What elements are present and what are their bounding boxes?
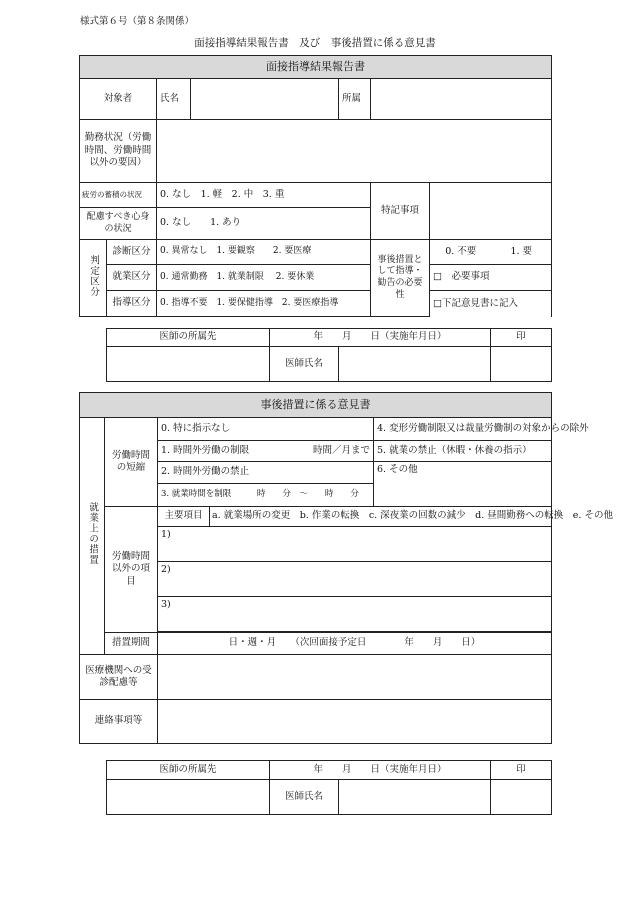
- seal-field[interactable]: [491, 347, 552, 382]
- doctor-affiliation-field[interactable]: [107, 347, 270, 382]
- followup-opt1[interactable]: 1. 要: [492, 240, 552, 265]
- followup-label: 事後措置として指導・勧告の必要性: [371, 240, 430, 317]
- name-field[interactable]: [191, 79, 339, 120]
- doctor-affiliation-field[interactable]: [107, 780, 270, 815]
- followup-check-opinion[interactable]: □下記意見書に記入: [430, 291, 552, 317]
- doctor-name-label: 医師氏名: [270, 780, 339, 815]
- mind-body-options[interactable]: 0. なし 1. あり: [157, 208, 371, 240]
- affiliation-label: 所属: [339, 79, 371, 120]
- medical-label: 医療機関への受診配慮等: [80, 655, 158, 700]
- followup-check-required[interactable]: □ 必要事項: [430, 265, 552, 291]
- followup-opt0[interactable]: 0. 不要: [430, 240, 492, 265]
- employment-label: 就業区分: [107, 265, 157, 291]
- opt5-work-ban[interactable]: 5. 就業の禁止（休暇・休養の指示）: [374, 441, 552, 462]
- name-label: 氏名: [157, 79, 191, 120]
- seal-field[interactable]: [491, 780, 552, 815]
- fatigue-options[interactable]: 0. なし 1. 軽 2. 中 3. 重: [157, 183, 371, 208]
- judgment-label: 判定区分: [80, 240, 107, 317]
- main-items-options[interactable]: a. 就業場所の変更 b. 作業の転換 c. 深夜業の回数の減少 d. 昼間勤務への転換 e. その他: [210, 507, 552, 527]
- special-notes-label: 特記事項: [371, 183, 430, 240]
- medical-field[interactable]: [158, 655, 552, 700]
- special-notes-field[interactable]: [430, 183, 552, 240]
- period-field[interactable]: 日・週・月 （次回面接予定日 年 月 日）: [158, 633, 552, 655]
- other-item-1[interactable]: 1): [158, 527, 552, 562]
- form-number: 様式第６号（第８条関係）: [80, 16, 195, 27]
- affiliation-field[interactable]: [371, 79, 552, 120]
- doctor-name-label: 医師氏名: [270, 347, 339, 382]
- work-status-label: 勤務状況（労働時間、労働時間以外の要因）: [80, 120, 157, 183]
- exam-date-label: 年 月 日（実施年月日）: [270, 761, 491, 780]
- doctor-name-field[interactable]: [339, 347, 491, 382]
- opt0-no-instruction[interactable]: 0. 特に指示なし: [158, 418, 374, 441]
- seal-label: 印: [491, 761, 552, 780]
- report-table: [79, 55, 552, 317]
- period-label: 措置期間: [105, 633, 158, 655]
- opt3-hours-limit[interactable]: 3. 就業時間を制限 時 分 ～ 時 分: [158, 484, 374, 507]
- doctor-block-1: [106, 328, 552, 382]
- contact-label: 連絡事項等: [80, 700, 158, 744]
- diagnosis-label: 診断区分: [107, 240, 157, 265]
- main-title: 面接指導結果報告書 及び 事後措置に係る意見書: [194, 37, 436, 49]
- report-header: 面接指導結果報告書: [80, 56, 552, 79]
- opt4-exclusion[interactable]: 4. 変形労働制限又は裁量労働制の対象からの除外: [374, 418, 552, 441]
- guidance-options[interactable]: 0. 指導不要 1. 要保健指導 2. 要医療指導: [157, 291, 371, 317]
- doctor-affiliation-label: 医師の所属先: [107, 329, 270, 347]
- guidance-label: 指導区分: [107, 291, 157, 317]
- doctor-affiliation-label: 医師の所属先: [107, 761, 270, 780]
- employment-options[interactable]: 0. 通常勤務 1. 就業制限 2. 要休業: [157, 265, 371, 291]
- opt6-other[interactable]: 6. その他: [374, 462, 552, 507]
- opt2-overtime-ban[interactable]: 2. 時間外労働の禁止: [158, 462, 374, 484]
- work-status-field[interactable]: [157, 120, 552, 183]
- hours-reduction-label: 労働時間の短縮: [105, 418, 158, 507]
- exam-date-label: 年 月 日（実施年月日）: [270, 329, 491, 347]
- main-items-label: 主要項目: [158, 507, 210, 527]
- seal-label: 印: [491, 329, 552, 347]
- opinion-table: [79, 392, 613, 744]
- mind-body-label: 配慮すべき心身の状況: [80, 208, 157, 240]
- subject-label: 対象者: [80, 79, 157, 120]
- fatigue-label: 疲労の蓄積の状況: [80, 183, 157, 208]
- opinion-header: 事後措置に係る意見書: [80, 393, 552, 418]
- contact-field[interactable]: [158, 700, 552, 744]
- other-item-3[interactable]: 3): [158, 597, 552, 632]
- doctor-name-field[interactable]: [339, 780, 491, 815]
- work-measures-label: 就業上の措置: [80, 418, 105, 655]
- doctor-block-2: [106, 760, 552, 815]
- other-items-label: 労働時間以外の項目: [105, 507, 158, 633]
- diagnosis-options[interactable]: 0. 異常なし 1. 要観察 2. 要医療: [157, 240, 371, 265]
- opt1-overtime-limit[interactable]: 1. 時間外労働の制限 時間／月まで: [158, 441, 374, 462]
- other-item-2[interactable]: 2): [158, 562, 552, 597]
